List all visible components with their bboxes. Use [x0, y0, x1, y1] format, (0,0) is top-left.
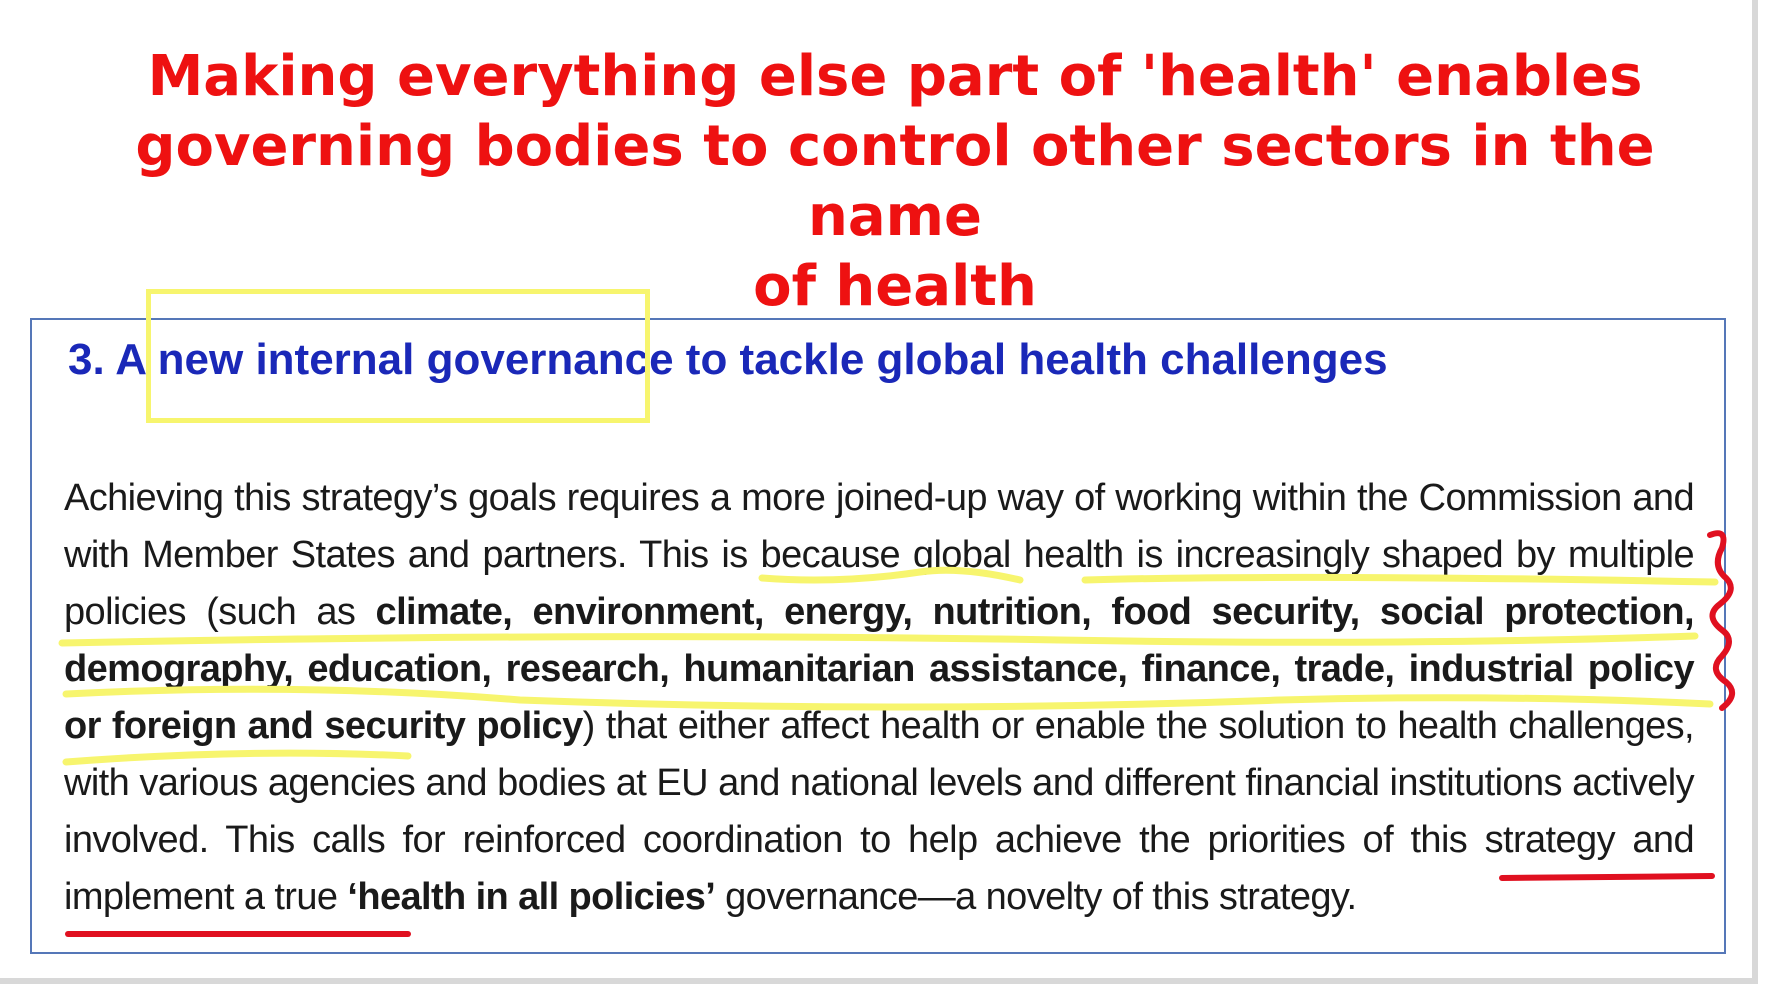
highlight-box-annotation: [146, 289, 650, 423]
health-in-all-policies-bold: ‘health in all policies’: [347, 876, 716, 918]
section-heading: 3. A new internal governance to tackle global health challenges: [68, 335, 1388, 384]
paragraph-text-1: Achieving this strategy’s goals requires a more joined-up way of working within the Commission and with Member States and partners. This is because global health is increasingly shaped by multiple policies (such as: [64, 477, 1694, 633]
headline-line-1: Making everything else part of 'health' enables: [147, 44, 1643, 109]
policy-list-bold: climate, environment, energy, nutrition, food security, social protection, demography, education, research, humanitarian assistance, finance, trade, industrial policy or foreign and security policy: [64, 591, 1694, 747]
slide-headline: [80, 42, 1710, 322]
headline-line-3: of health: [753, 254, 1037, 319]
paragraph-text-3: governance—a novelty of this strategy.: [715, 876, 1357, 918]
excerpt-paragraph: [64, 470, 1694, 926]
headline-line-2: governing bodies to control other sectors in the name: [135, 114, 1655, 249]
paragraph-text-2: ) that either affect health or enable the solution to health challenges, with various agencies and bodies at EU and national levels and different financial institutions actively involved. This calls for reinforced coordination to help achieve the priorities of this strategy and implement a true: [64, 705, 1694, 918]
